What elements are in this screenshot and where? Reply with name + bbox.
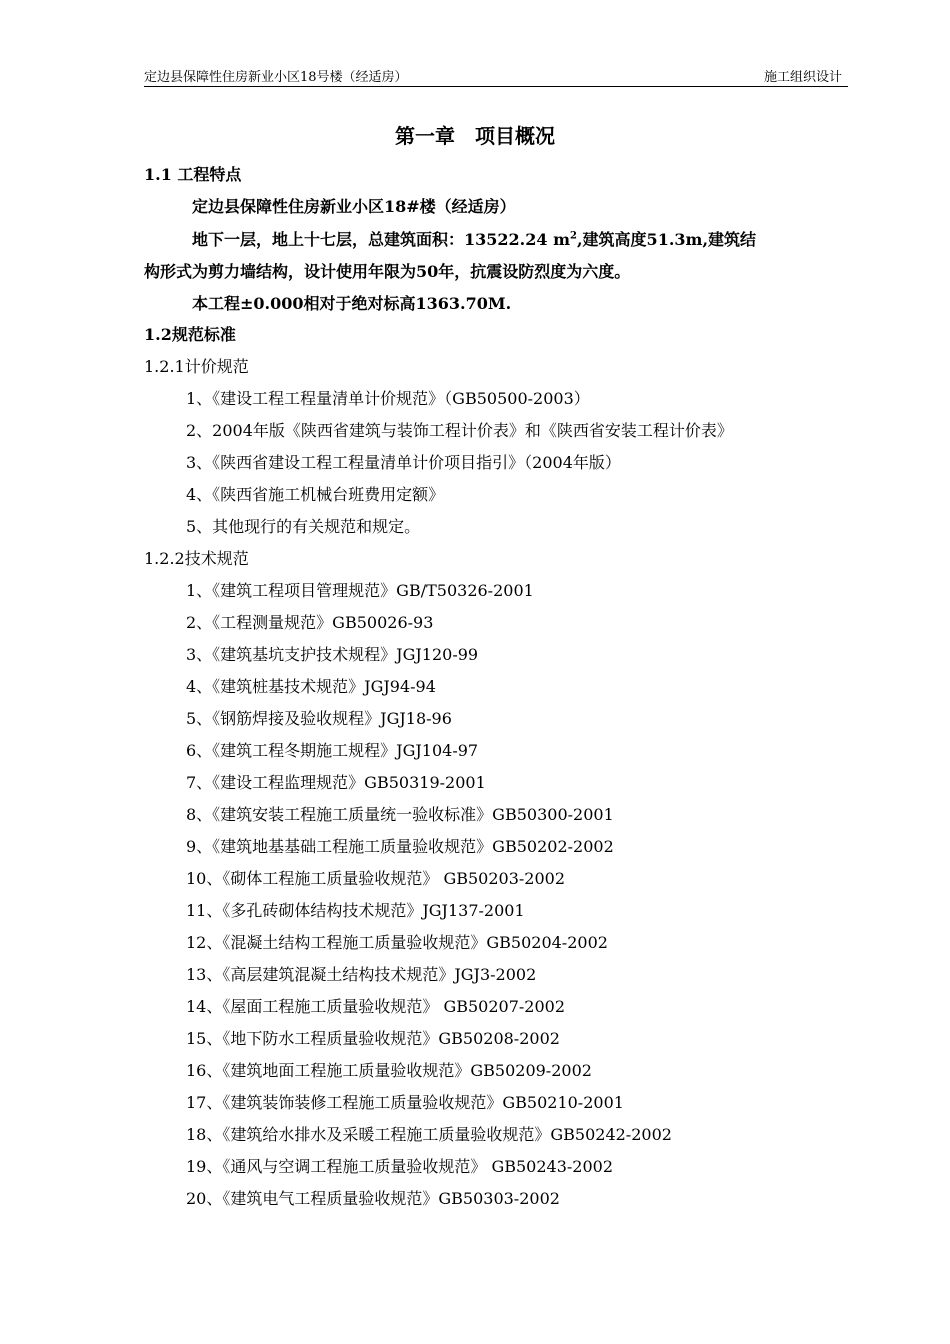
desc-height-text: ,建筑高度51.3m,建筑结 — [576, 230, 757, 249]
tech-item: 8、《建筑安装工程施工质量统一验收标准》GB50300-2001 — [186, 805, 614, 824]
tech-item: 13、《高层建筑混凝土结构技术规范》JGJ3-2002 — [186, 965, 537, 984]
pricing-item: 2、2004年版《陕西省建筑与装饰工程计价表》和《陕西省安装工程计价表》 — [186, 421, 733, 440]
subsection-tech-heading: 1.2.2技术规范 — [144, 549, 249, 568]
section-1-1-heading: 1.1 工程特点 — [144, 165, 242, 184]
project-elevation-line: 本工程±0.000相对于绝对标高1363.70M. — [192, 294, 512, 313]
tech-item: 9、《建筑地基基础工程施工质量验收规范》GB50202-2002 — [186, 837, 614, 856]
project-desc-line-2: 构形式为剪力墙结构，设计使用年限为50年，抗震设防烈度为六度。 — [144, 262, 631, 281]
tech-item: 19、《通风与空调工程施工质量验收规范》 GB50243-2002 — [186, 1157, 614, 1176]
subsection-pricing-heading: 1.2.1计价规范 — [144, 357, 249, 376]
tech-item: 2、《工程测量规范》GB50026-93 — [186, 613, 434, 632]
tech-item: 16、《建筑地面工程施工质量验收规范》GB50209-2002 — [186, 1061, 592, 1080]
desc-area-text: 地下一层，地上十七层，总建筑面积：13522.24 m — [192, 230, 571, 249]
pricing-item: 1、《建设工程工程量清单计价规范》（GB50500-2003） — [186, 389, 590, 408]
page-header — [144, 66, 848, 87]
header-project-name: 定边县保障性住房新业小区18号楼（经适房） — [144, 70, 408, 85]
tech-item: 4、《建筑桩基技术规范》JGJ94-94 — [186, 677, 436, 696]
tech-item: 3、《建筑基坑支护技术规程》JGJ120-99 — [186, 645, 479, 664]
header-doc-type: 施工组织设计 — [763, 70, 842, 85]
project-desc-line-1 — [192, 229, 756, 251]
tech-item: 18、《建筑给水排水及采暖工程施工质量验收规范》GB50242-2002 — [186, 1125, 672, 1144]
tech-item: 7、《建设工程监理规范》GB50319-2001 — [186, 773, 486, 792]
project-name-line: 定边县保障性住房新业小区18#楼（经适房） — [192, 197, 516, 216]
tech-item: 20、《建筑电气工程质量验收规范》GB50303-2002 — [186, 1189, 560, 1208]
tech-item: 6、《建筑工程冬期施工规程》JGJ104-97 — [186, 741, 479, 760]
pricing-item: 4、《陕西省施工机械台班费用定额》 — [186, 485, 445, 504]
pricing-item: 3、《陕西省建设工程工程量清单计价项目指引》（2004年版） — [186, 453, 621, 472]
tech-item: 10、《砌体工程施工质量验收规范》 GB50203-2002 — [186, 869, 566, 888]
tech-item: 5、《钢筋焊接及验收规程》JGJ18-96 — [186, 709, 452, 728]
tech-item: 17、《建筑装饰装修工程施工质量验收规范》GB50210-2001 — [186, 1093, 624, 1112]
tech-item: 12、《混凝土结构工程施工质量验收规范》GB50204-2002 — [186, 933, 608, 952]
section-1-2-heading: 1.2规范标准 — [144, 325, 236, 344]
pricing-item: 5、其他现行的有关规范和规定。 — [186, 517, 421, 536]
desc-area-sup: 2 — [570, 230, 577, 242]
tech-item: 14、《屋面工程施工质量验收规范》 GB50207-2002 — [186, 997, 566, 1016]
chapter-title: 第一章 项目概况 — [395, 124, 555, 148]
tech-item: 1、《建筑工程项目管理规范》GB/T50326-2001 — [186, 581, 534, 600]
tech-item: 15、《地下防水工程质量验收规范》GB50208-2002 — [186, 1029, 560, 1048]
tech-item: 11、《多孔砖砌体结构技术规范》JGJ137-2001 — [186, 901, 525, 920]
